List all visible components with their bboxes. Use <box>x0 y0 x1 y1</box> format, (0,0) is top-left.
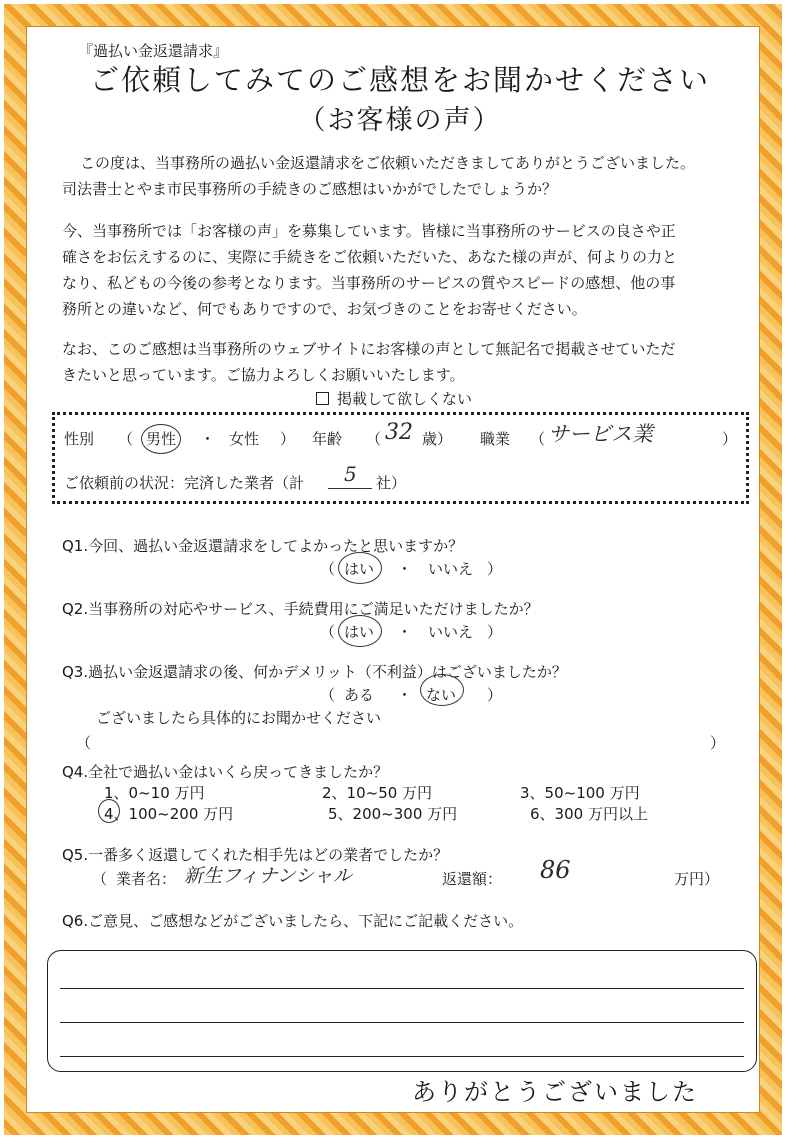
q3-option-yes[interactable]: ある <box>344 686 375 704</box>
q3-detail-open: （ <box>76 734 92 752</box>
comment-line <box>60 988 744 989</box>
q4-option-5[interactable]: 5、200~300 万円 <box>328 805 458 823</box>
intro-p3-line1: なお、このご感想は当事務所のウェブサイトにお客様の声として無記名で掲載させていただ <box>62 340 676 358</box>
q2-separator: ・ <box>397 623 413 641</box>
status-label: ご依頼前の状況：完済した業者（計 <box>64 474 305 492</box>
age-label: 年齢 <box>312 430 343 448</box>
q3-separator: ・ <box>397 686 413 704</box>
no-publish-option[interactable] <box>316 386 472 412</box>
age-unit: 歳） <box>422 430 453 448</box>
comment-line <box>60 1056 744 1057</box>
q2-open: （ <box>320 623 336 641</box>
job-label: 職業 <box>480 430 511 448</box>
page-title: ご依頼してみてのご感想をお聞かせください <box>89 63 710 97</box>
q3-detail-prompt: ございましたら具体的にお聞かせください <box>96 709 382 727</box>
q1-selection-circle <box>338 552 382 584</box>
intro-p3-line2: きたいと思っています。ご協力よろしくお願いいたします。 <box>62 366 465 384</box>
subtitle-tag: 『過払い金返還請求』 <box>78 42 229 60</box>
intro-p2-line4: 務所との違いなど、何でもありですので、お気づきのことをお寄せください。 <box>62 300 587 318</box>
intro-p2-line3: なり、私どもの今後の参考となります。当事務所のサービスの質やスピードの感想、他の事 <box>62 274 676 292</box>
q2-close: ） <box>487 623 503 641</box>
q5-open: （ <box>92 870 108 888</box>
q1-question: Q1.今回、過払い金返還請求をしてよかったと思いますか？ <box>62 537 464 555</box>
gender-close: ） <box>280 430 296 448</box>
q5-company-value[interactable]: 新生フィナンシャル <box>184 865 352 887</box>
q3-close: ） <box>487 686 503 704</box>
q4-option-2[interactable]: 2、10~50 万円 <box>322 784 433 802</box>
page-subtitle: （お客様の声） <box>298 105 502 136</box>
q3-open: （ <box>320 686 336 704</box>
age-open: （ <box>366 430 382 448</box>
q4-option-3[interactable]: 3、50~100 万円 <box>520 784 640 802</box>
q4-question: Q4.全社で過払い金はいくら戻ってきましたか？ <box>62 763 389 781</box>
q4-option-6[interactable]: 6、300 万円以上 <box>530 805 648 823</box>
intro-p2-line2: 確さをお伝えするのに、実際に手続きをご依頼いただいた、あなた様の声が、何よりの力と <box>62 248 678 266</box>
q1-open: （ <box>320 560 336 578</box>
q2-option-no[interactable]: いいえ <box>428 623 474 641</box>
q2-selection-circle <box>338 615 382 647</box>
q3-detail-close: ） <box>710 734 726 752</box>
age-value[interactable]: 32 <box>385 420 413 445</box>
q5-amount-unit: 万円） <box>674 870 720 888</box>
q4-option-1[interactable]: 1、0~10 万円 <box>104 784 205 802</box>
q1-separator: ・ <box>397 560 413 578</box>
q4-option-4[interactable]: 4、100~200 万円 <box>104 805 234 823</box>
q1-option-yes[interactable]: はい <box>344 560 375 578</box>
q1-option-no[interactable]: いいえ <box>428 560 474 578</box>
q2-question: Q2.当事務所の対応やサービス、手続費用にご満足いただけましたか？ <box>62 600 539 618</box>
q5-question: Q5.一番多く返還してくれた相手先はどの業者でしたか？ <box>62 846 449 864</box>
job-value[interactable]: サービス業 <box>548 422 653 446</box>
q3-option-no[interactable]: ない <box>426 686 457 704</box>
q2-option-yes[interactable]: はい <box>344 623 375 641</box>
job-close: ） <box>722 430 738 448</box>
status-unit: 社） <box>376 474 407 492</box>
comment-box[interactable] <box>47 950 757 1072</box>
thanks-text: ありがとうございました <box>412 1078 698 1106</box>
no-publish-label: 掲載して欲しくない <box>337 390 473 408</box>
gender-female-option[interactable]: 女性 <box>229 430 260 448</box>
comment-line <box>60 1022 744 1023</box>
q5-amount-value[interactable]: 86 <box>540 856 571 884</box>
q3-selection-circle <box>420 674 464 706</box>
status-count-underline <box>328 488 372 489</box>
q1-close: ） <box>487 560 503 578</box>
q6-question: Q6.ご意見、ご感想などがございましたら、下記にご記載ください。 <box>62 912 524 930</box>
q3-question: Q3.過払い金返還請求の後、何かデメリット（不利益）はございましたか？ <box>62 663 567 681</box>
q4-selection-circle <box>98 799 120 823</box>
intro-p1-line1: この度は、当事務所の過払い金返還請求をご依頼いただきましてありがとうございました。 <box>80 154 696 172</box>
gender-separator: ・ <box>200 430 216 448</box>
checkbox-icon[interactable] <box>316 392 329 405</box>
gender-male-option[interactable]: 男性 <box>146 430 177 448</box>
status-count-value[interactable]: 5 <box>344 462 357 486</box>
job-open: （ <box>530 430 546 448</box>
intro-p2-line1: 今、当事務所では「お客様の声」を募集しています。皆様に当事務所のサービスの良さや正 <box>62 222 676 240</box>
gender-label: 性別 <box>64 430 95 448</box>
gender-open: （ <box>118 430 134 448</box>
gender-selection-circle <box>141 424 181 454</box>
intro-p1-line2: 司法書士とやま市民事務所の手続きのご感想はいかがでしたでしょうか？ <box>62 180 558 198</box>
q5-amount-label: 返還額： <box>442 870 503 888</box>
q5-company-label: 業者名： <box>116 870 177 888</box>
